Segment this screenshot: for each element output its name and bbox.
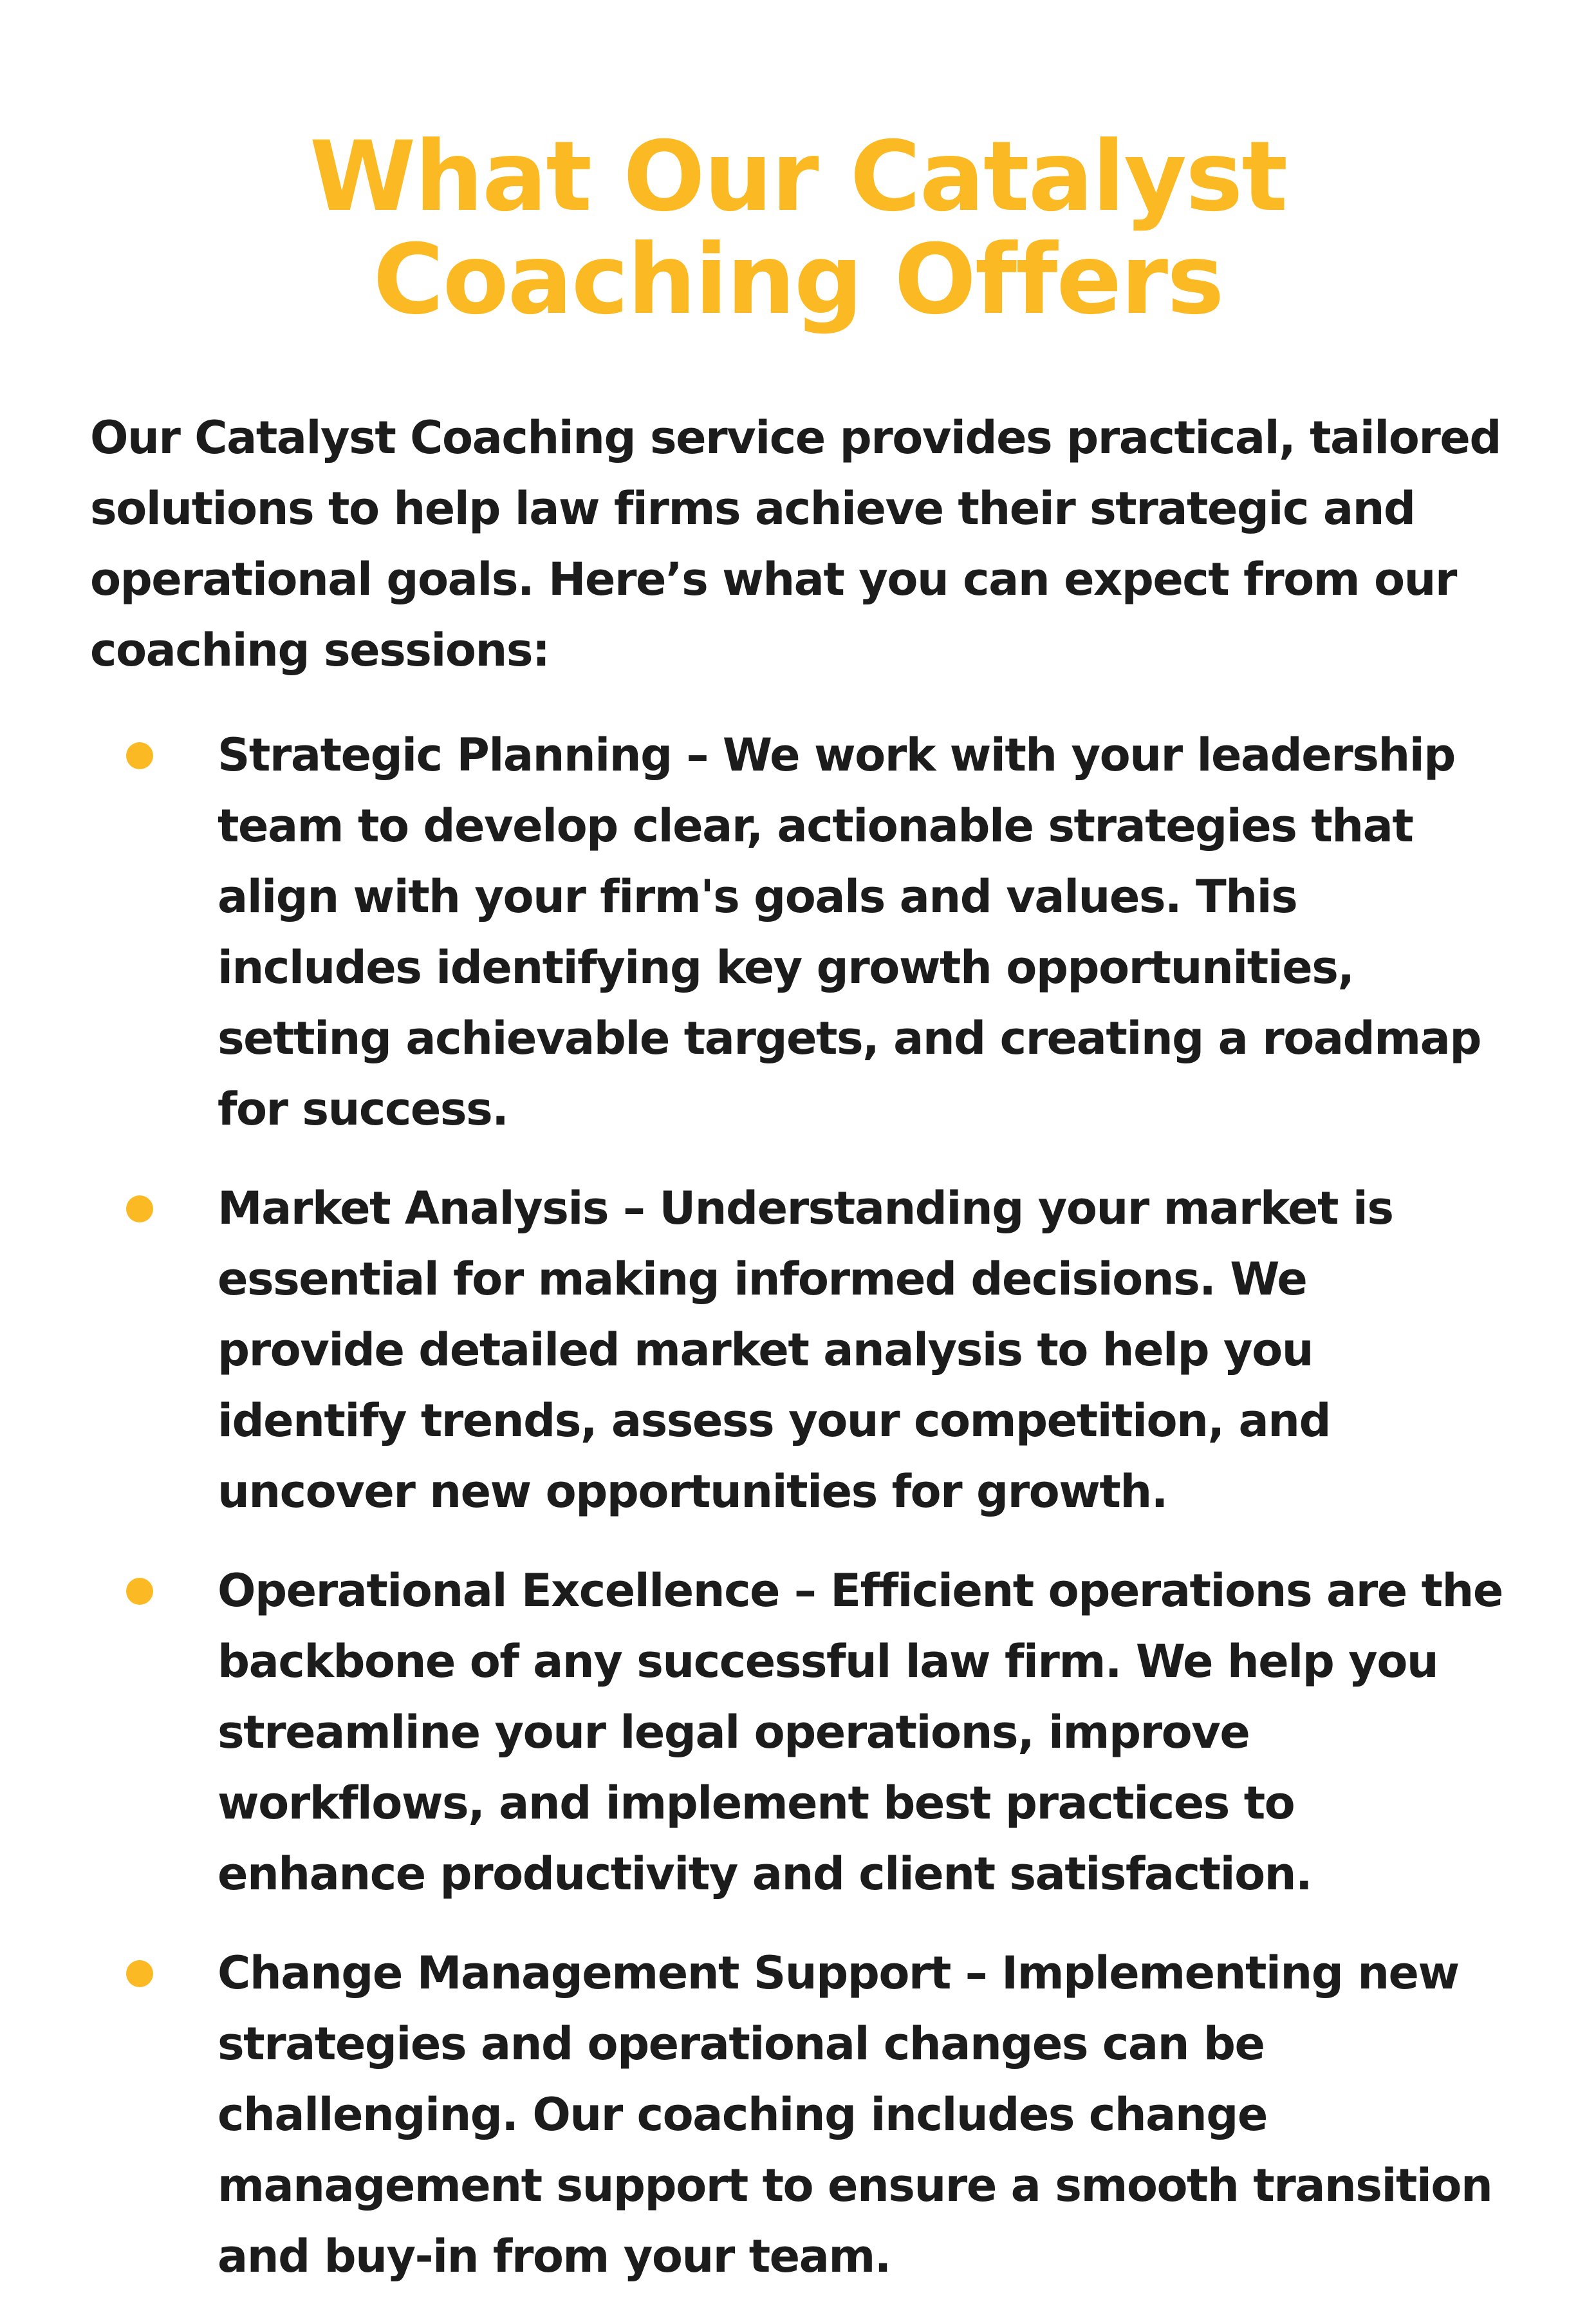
bullet-dot-icon [126, 1578, 153, 1605]
bullet-dot-icon [126, 1960, 153, 1987]
list-item-text: Change Management Support – Implementing new strategies and operational changes can be challenging. Our coaching includes change management support to ensure a smooth transition and buy-in from your team. [218, 1947, 1492, 2283]
list-item-text: Operational Excellence – Efficient operations are the backbone of any successful law firm. We help you streamline your legal operations, improve workflows, and implement best practices to enhance productivity and client satisfaction. [218, 1564, 1503, 1900]
list-item-text: Strategic Planning – We work with your leadership team to develop clear, actionable strategies that align with your firm's goals and values. This includes identifying key growth opportunities, setting achievable targets, and creating a roadmap for success. [218, 729, 1481, 1136]
bullet-dot-icon [126, 742, 153, 769]
list-item-text: Market Analysis – Understanding your market is essential for making informed decisions. We provide detailed market analysis to help you identify trends, assess your competition, and uncover new opportunities for growth. [218, 1182, 1393, 1518]
list-item-operational-excellence [0, 1555, 1505, 1909]
bullet-dot-icon [126, 1195, 153, 1222]
list-item-change-management [0, 1938, 1505, 2292]
list-item-market-analysis [0, 1173, 1505, 1527]
offerings-list [0, 720, 1596, 2320]
page-title: What Our Catalyst Coaching Offers [309, 121, 1287, 336]
list-item-strategic-planning [0, 720, 1505, 1145]
intro-paragraph: Our Catalyst Coaching service provides practical, tailored solutions to help law firms achieve their strategic and operational goals. Here’s what you can expect from our coaching sessions: [90, 411, 1501, 677]
